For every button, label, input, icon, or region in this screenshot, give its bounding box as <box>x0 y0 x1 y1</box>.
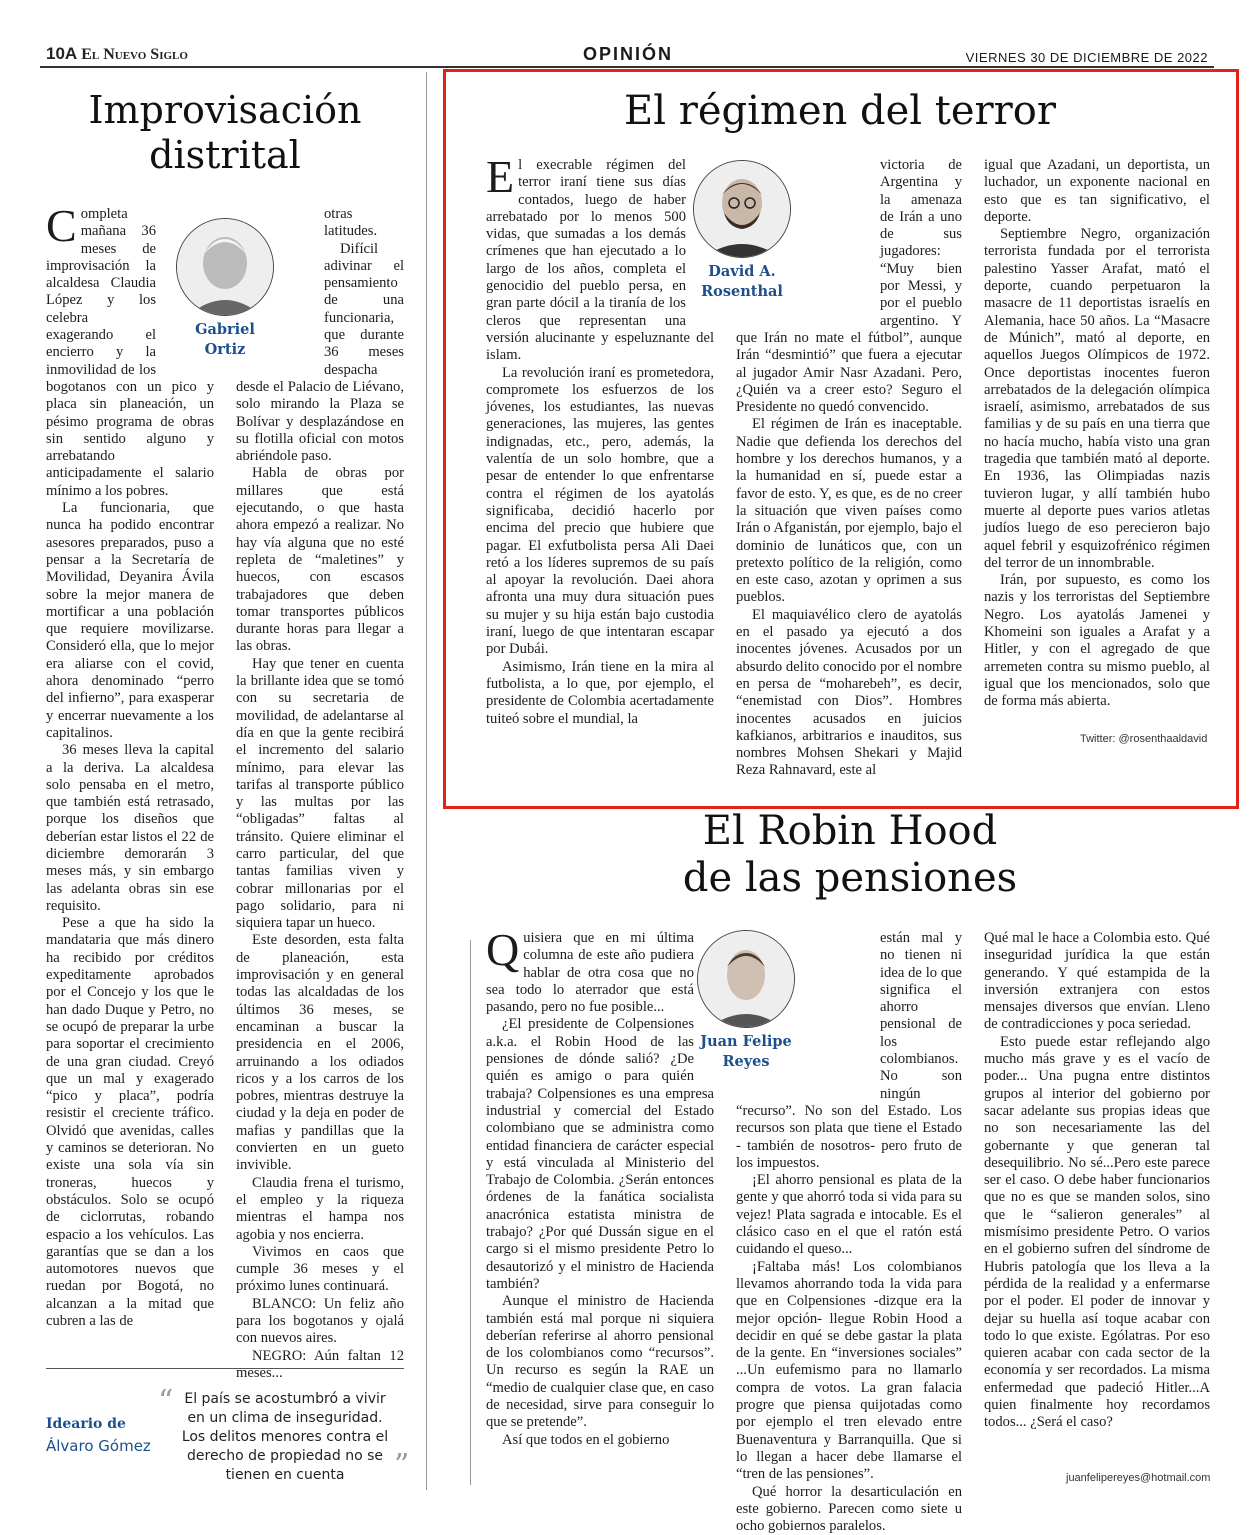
paragraph: igual que Azadani, un deportista, un luchador, un exponente nacional en esto que es tan significativo, el deporte. <box>984 157 1210 226</box>
author-twitter: Twitter: @rosenthaaldavid <box>1080 733 1207 745</box>
portrait-wrap-spacer <box>686 157 714 322</box>
paragraph: Irán, por supuesto, es como los nazis y los terroristas del Septiembre Negro. Los ayatolás Jamenei y Khomeini son iguales a Arafat y a Hitler, y con el agregado de que arremeten contra su mismo pueblo, al igual que los mencionados, solo que de forma más abierta. <box>984 572 1210 710</box>
header-rule <box>40 66 1214 68</box>
paragraph: victoria de Argentina y la amenaza de Irán a uno de sus jugadores: “Muy bien por Messi, y por el pueblo argentino. Y que Irán no mate el fútbol”, aunque Irán “desmintió” que fuera a ejecutar al jugador Amir Nasr Azadani. Pero, ¿Quién va a creer esto? Seguro el Presidente no quedó convencido. <box>736 157 962 416</box>
paragraph: NEGRO: Aún faltan 12 meses... <box>236 1348 404 1383</box>
ideario-rule <box>46 1368 404 1369</box>
article-column <box>736 157 962 780</box>
article-title-regimen: El régimen del terror <box>450 88 1230 135</box>
paragraph: están mal y no tienen ni idea de lo que significa el ahorro pensional de los colombianos. No son ningún “recurso”. No son del Estado. Los recursos son plata que tiene el Estado - también de nosotros- pero fruto de los impuestos. <box>736 930 962 1172</box>
paragraph: 36 meses lleva la capital a la deriva. La alcaldesa solo pensaba en el metro, que también está retrasado, porque los diseños que deberían estar listos el 22 de diciembre demorarán 3 meses más, y sin embargo las adelanta obras sin ese requisito. <box>46 742 214 915</box>
article-column <box>984 930 1210 1432</box>
paragraph: ¡Faltaba más! Los colombianos llevamos ahorrando toda la vida para que en Colpensiones -dizque era la mejor opción- llegue Robin Hood a decidir en qué se debe gastar la plata de la gente. En “inversiones sociales” ...Un eufemismo para no llamarlo compra de votos. La gran falacia progre que piensa quijotadas como por ejemplo el tren elevado entre Buenaventura y Barranquilla. Que si lo llegan a hacer debe llamarse el “tren de las pensiones”. <box>736 1259 962 1484</box>
column-divider <box>426 72 427 1490</box>
article-column <box>984 157 1210 711</box>
paragraph: otras latitudes. <box>236 206 404 241</box>
drop-cap: C <box>46 208 77 244</box>
paragraph: BLANCO: Un feliz año para los bogotanos y ojalá con nuevos aires. <box>236 1296 404 1348</box>
portrait-wrap-spacer <box>156 206 214 371</box>
paragraph: Este desorden, esta falta de planeación, esta improvisación y en general todas las alcaldadas de los últimos 36 meses, se encaminan a buscar la presidencia en el 2006, arruinando a los odiados ricos y a los carros de los pobres, mientras destruye la ciudad y la deja en poder de mafias y pandillas que la convierten en un gueto invivible. <box>236 932 404 1174</box>
quote-open-icon: “ <box>158 1384 173 1419</box>
article-column <box>486 930 714 1449</box>
ideario-author: Álvaro Gómez <box>46 1437 151 1455</box>
paragraph: Habla de obras por millares que está ejecutando, o que hasta ahora empezó a realizar. No hay vía alguna que no esté repleta de “maletines” y huecos, con escasos trabajadores que deben tomar transportes públicos durante horas para llegar a las obras. <box>236 465 404 655</box>
column-divider <box>470 940 471 1485</box>
paragraph: Aunque el ministro de Hacienda también está mal porque ni siquiera deberían referirse al ahorro pensional de los colombianos como “recursos”. Un recurso es según la RAE un “medio de cualquier clase que, en caso de necesidad, sirve para conseguir lo que se pretende”. <box>486 1293 714 1431</box>
paragraph: La revolución iraní es prometedora, compromete los esfuerzos de los jóvenes, los estudiantes, las nuevas generaciones, las mujeres, las gentes indignadas, etc., pero, además, la valentía de un solo hombre, que a pesar de entender lo que enfrentarse contra el régimen de los ayatolás significaba, decidió hacerlo por encima del precio que hubiere que pagar. El exfutbolista persa Ali Daei retó a los líderes supremos de su país al apoyar la revolución. Daei ahora afronta una muy dura situación pues su mujer y su hija están bajo custodia iraní, luego de que intentaran escapar por Dubái. <box>486 365 714 659</box>
author-name: David A. Rosenthal <box>682 262 802 302</box>
paragraph: El execrable régimen del terror iraní tiene sus días contados, luego de haber arrebatado por lo menos 500 vidas, que sumadas a los demás crímenes que han ejecutado a lo largo de los años, completa el genocidio del pueblo persa, en gran parte dócil a la tiranía de los cleros que representan una versión alucinante y espeluznante del islam. <box>486 157 714 365</box>
author-email: juanfelipereyes@hotmail.com <box>1066 1472 1210 1484</box>
article-column <box>236 206 404 1382</box>
article-column <box>486 157 714 728</box>
portrait-wrap-spacer <box>694 930 714 1080</box>
article-title-improvisacion: Improvisación distrital <box>40 88 410 178</box>
section-title: OPINIÓN <box>578 44 678 66</box>
drop-cap: E <box>486 159 514 195</box>
author-name: Juan Felipe Reyes <box>686 1032 806 1072</box>
paragraph: ¿El presidente de Colpensiones a.k.a. el Robin Hood de las pensiones de dónde salió? ¿De quién es amigo o para quién trabaja? Colpensiones es una empresa industrial y comercial del Estado colombiano que se administra como entidad financiera de carácter especial y está vinculada al Ministerio del Trabajo de Colombia. ¿Serán entonces órdenes de la fanática socialista anacrónica estatista ministra de trabajo? ¿Por qué Dussán sigue en el cargo si el mismo presidente Petro lo desautorizó y el ministro de Hacienda también? <box>486 1016 714 1293</box>
paragraph: Esto puede estar reflejando algo mucho más grave y es el vacío de poder... Una pugna entre distintos grupos al interior del gobierno por sacar adelante sus propias ideas que no son necesariamente las del gobernante y que generan tal desequilibrio. No sé...Pero este parece ser el caso. O debe haber funcionarios que no es que se manden solos, sino que le “salieron generales” al mismísimo presidente Petro. O varios en el gobierno sufren del síndrome de Hubris patología que los lleva a la pérdida de la realidad y a enfermarse por el poder. El poder de innovar y dejar su huella así toque acabar con todo lo que existe. Ególatras. Por eso quieren acabar con cada sector de la economía y ser recordados. La misma enfermedad que padeció Hitler...A quien finalmente hoy recordamos todos... ¿Será el caso? <box>984 1034 1210 1432</box>
paragraph: Asimismo, Irán tiene en la mira al futbolista, a lo que, por ejemplo, el presidente de Colombia acertadamente tuiteó sobre el mundial, la <box>486 659 714 728</box>
ideario-quote: El país se acostumbró a vivir en un clima de inseguridad. Los delitos menores contra el derecho de propiedad no se tienen en cuenta <box>180 1390 390 1485</box>
portrait-wrap-spacer <box>736 930 880 1102</box>
paragraph: Completa mañana 36 meses de improvisación la alcaldesa Claudia López y los celebra exagerando el encierro y la inmovilidad de los bogotanos con un pico y placa sin planeación, un pésimo programa de obras sin sentido alguno y arrebatando anticipadamente el salario mínimo a los pobres. <box>46 206 214 500</box>
paragraph: Claudia frena el turismo, el empleo y la riqueza mientras el hampa nos agobia y nos encierra. <box>236 1175 404 1244</box>
article-column <box>736 930 962 1535</box>
paragraph: Quisiera que en mi última columna de este año pudiera hablar de otra cosa que no sea todo lo aterrador que está pasando, pero no fue posible... <box>486 930 714 1016</box>
paragraph: Así que todos en el gobierno <box>486 1432 714 1449</box>
paragraph: El régimen de Irán es inaceptable. Nadie que defienda los derechos del hombre y los derechos humanos, y a la humanidad en sí, puede estar a favor de esto. Y, es que, es de no creer la situación que viven países como Irán o Afganistán, por ejemplo, bajo el dominio de lunáticos que, con un pretexto político de la religión, como en este caso, azotan y oprimen a sus pueblos. <box>736 416 962 606</box>
portrait-wrap-spacer <box>736 157 880 327</box>
paragraph: ¡El ahorro pensional es plata de la gente y que ahorró toda si vida para su vejez! Plata sagrada e intocable. Es el clásico caso en el que el ratón está cuidando el queso... <box>736 1172 962 1258</box>
author-name: Gabriel Ortiz <box>170 320 280 360</box>
paragraph: Septiembre Negro, organización terrorista fundada por el terrorista palestino Yasser Arafat, mató el deporte, cuando perpetuaron la masacre de 11 deportistas israelís en Alemania, hace 50 años. La “Masacre de Múnich”, mató al deporte, en aquellos Juegos Olímpicos de 1972. Once deportistas inocentes fueron arrebatados de la delegación olímpica israelí, asimismo, arrebatados de sus familias y de su país en una tierra que no hacía mucho, había visto una gran tragedia que también mató al deporte. En 1936, las Olimpiadas nazis tuvieron lugar, y allí también hubo muerte al deporte pues varios atletas judíos luego de eso perecieron bajo aquel febril y esquizofrénico régimen del terror de un innombrable. <box>984 226 1210 572</box>
drop-cap: Q <box>486 932 519 968</box>
paragraph: Qué mal le hace a Colombia esto. Qué inseguridad jurídica la que están generando. Y qué estampida de la inversión extranjera con estos mensajes diversos que envían. Lleno de contradicciones y poca seriedad. <box>984 930 1210 1034</box>
paragraph: Hay que tener en cuenta la brillante idea que se tomó con su secretaria de movilidad, de adelantarse al día en que la gente recibirá el incremento del salario mínimo, para elevar las tarifas al transporte público y las multas por las “obligadas” faltas al tránsito. Quiere eliminar el carro particular, del que tantas familias viven y cobrar millonarias por el pago solidario, para ni siquiera tapar un hueco. <box>236 656 404 933</box>
paragraph: Pese a que ha sido la mandataria que más dinero ha recibido por créditos expeditamente aprobados por el Concejo y los que le han dado Duque y Petro, no se ocupó de preparar la urbe para soportar el crecimiento de una gran ciudad. Creyó que un mal y exagerado “pico y placa”, podría resistir el creciente tráfico. Olvidó que avenidas, calles y caminos se deterioran. No existe una sola vía sin troneras, huecos y obstáculos. Solo se ocupó de ciclorrutas, robando espacio a los vehículos. Las garantías que se dan a los automotores nuevos que ruedan por Bogotá, no alcanzan a la mitad que cubren a las de <box>46 915 214 1330</box>
paragraph: La funcionaria, que nunca ha podido encontrar asesores preparados, puso a pensar a la Secretaría de Movilidad, Deyanira Ávila sobre la mejor manera de mortificar a una población que requiere movilizarse. Consideró ella, que lo mejor era aliarse con el covid, ahora denominado “perro del infierno”, para exasperar y encerrar nuevamente a los capitalinos. <box>46 500 214 742</box>
paragraph: El maquiavélico clero de ayatolás en el pasado ya ejecutó a dos inocentes jóvenes. Acusados por un absurdo delito conocido por el nombre en persa de “moharebeh”, es decir, “enemistad con Dios”. Hombres inocentes acusados en juicios kafkianos, arbitrarios e inauditos, sus nombres Mohsen Shekari y Majid Reza Rahnavard, este al <box>736 607 962 780</box>
paragraph: Difícil adivinar el pensamiento de una funcionaria, que durante 36 meses despacha desde el Palacio de Liévano, solo mirando la Plaza se Bolívar y desplazándose en su flotilla oficial con motos abriéndole paso. <box>236 241 404 466</box>
portrait-wrap-spacer <box>236 206 324 371</box>
paragraph: Vivimos en caos que cumple 36 meses y el próximo lunes continuará. <box>236 1244 404 1296</box>
paragraph: Qué horror la desarticulación en este gobierno. Parecen como siete u ocho gobiernos paralelos. <box>736 1484 962 1535</box>
ideario-label: Ideario de <box>46 1416 126 1432</box>
article-title-robin-hood: El Robin Hood de las pensiones <box>470 808 1230 902</box>
article-column <box>46 206 214 1330</box>
quote-close-icon: ” <box>394 1448 409 1483</box>
newspaper-name: El Nuevo Siglo <box>81 46 188 63</box>
page-number: 10A El Nuevo Siglo <box>46 44 188 66</box>
issue-date: VIERNES 30 DE DICIEMBRE DE 2022 <box>966 50 1208 72</box>
